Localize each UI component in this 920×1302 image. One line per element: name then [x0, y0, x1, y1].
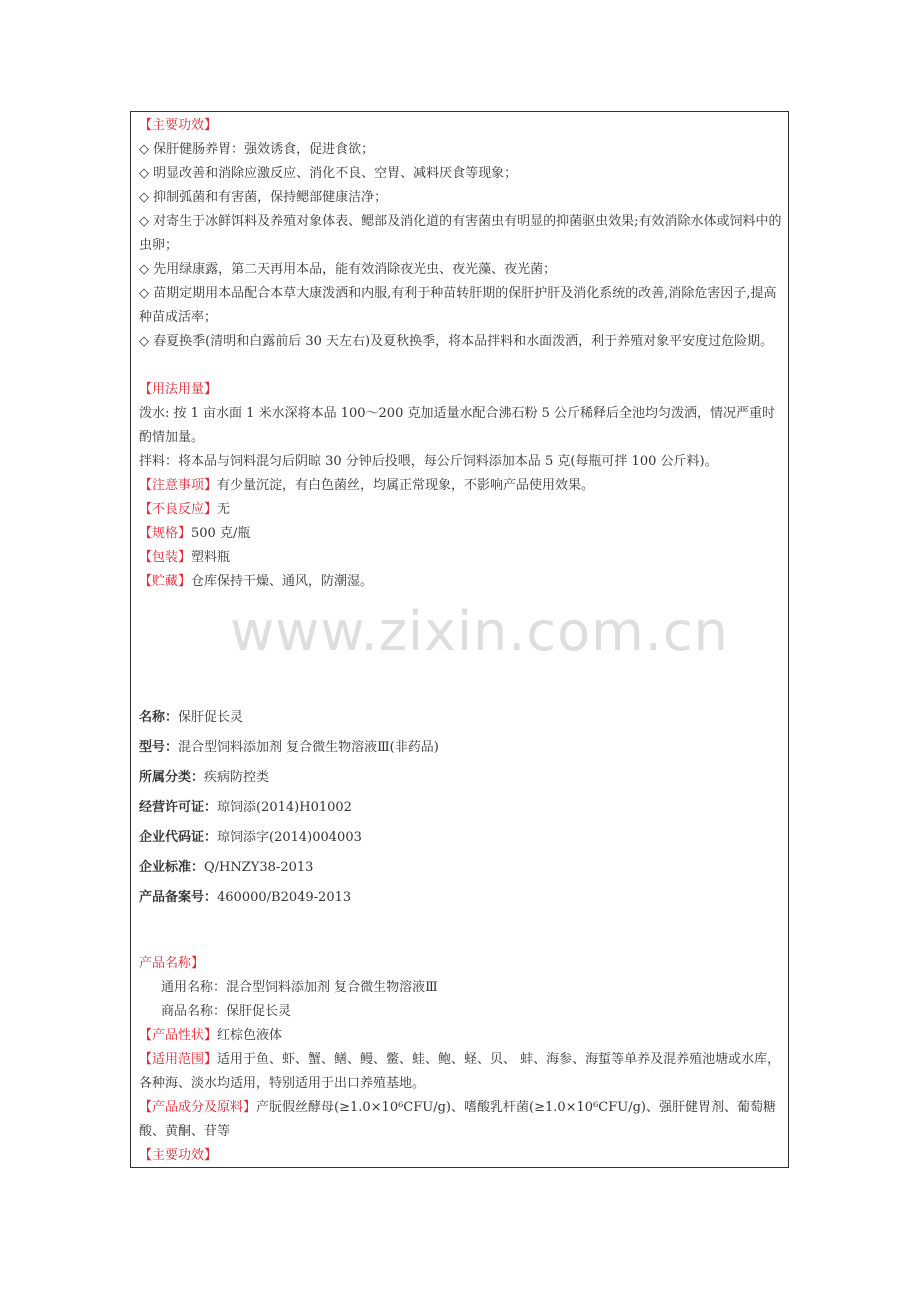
usage-heading: 【用法用量】: [139, 382, 218, 397]
scope-text: 适用于鱼、虾、蟹、鳝、鳗、鳖、蛙、鲍、蛏、贝、 蚌、海参、海蜇等单养及混养殖池塘或水库，各种海、淡水均适用，特别适用于出口养殖基地。: [139, 1052, 781, 1091]
info-model: 型号：混合型饲料添加剂 复合微生物溶液Ⅲ(非药品): [139, 740, 439, 755]
package-label: 【包装】: [139, 550, 192, 565]
adverse-text: 无: [217, 502, 231, 517]
notes-row: [139, 478, 594, 494]
spec-text: 500 克/瓶: [191, 526, 251, 541]
storage-text: 仓库保持干燥、通风，防潮湿。: [191, 574, 374, 589]
effect-item: ◇ 保肝健肠养胃：强效诱食，促进食欲；: [139, 142, 375, 157]
effect-item: ◇ 苗期定期用本品配合本草大康泼洒和内服,有利于种苗转肝期的保肝护肝及消化系统的改善,消除危害因子,提高种苗成活率；: [139, 286, 777, 325]
ingredients-label: 【产品成分及原料】: [139, 1100, 257, 1115]
appearance-row: [139, 1028, 282, 1044]
scope-label: 【适用范围】: [139, 1052, 218, 1067]
effect-item: ◇ 春夏换季(清明和白露前后 30 天左右)及夏秋换季，将本品拌料和水面泼洒，利于养殖对象平安度过危险期。: [139, 334, 774, 349]
storage-row: [139, 574, 373, 590]
info-name: 名称：保肝促长灵: [139, 710, 244, 725]
usage-mix: 拌料：将本品与饲料混匀后阴晾 30 分钟后投喂，每公斤饲料添加本品 5 克(每瓶可拌 100 公斤料)。: [139, 454, 718, 469]
package-text: 塑料瓶: [191, 550, 231, 565]
spec-row: [139, 526, 250, 542]
watermark: www.zixin.com.cn: [230, 600, 729, 663]
info-enterprise-code: 企业代码证：琼饲添字(2014)004003: [139, 830, 362, 845]
info-filing-number: 产品备案号：460000/B2049-2013: [139, 890, 352, 905]
scope-row: [139, 1048, 785, 1096]
info-license: 经营许可证：琼饲添(2014)H01002: [139, 800, 352, 815]
effect-item: ◇ 先用绿康露，第二天再用本品，能有效消除夜光虫、夜光藻、夜光菌；: [139, 262, 557, 277]
adverse-row: [139, 502, 230, 518]
ingredients-text: 产朊假丝酵母(≥1.0×10⁶CFU/g)、嗜酸乳杆菌(≥1.0×10⁶CFU/g)、强肝健胃剂、葡萄糖酸、黄酮、苷等: [139, 1100, 776, 1139]
effect-item: ◇ 对寄生于冰鲜饵料及养殖对象体表、鳃部及消化道的有害菌虫有明显的抑菌驱虫效果;有效消除水体或饲料中的虫卵；: [139, 214, 782, 253]
main-effects-heading: 【主要功效】: [139, 118, 218, 133]
effect-item: ◇ 抑制弧菌和有害菌，保持鳃部健康洁净；: [139, 190, 388, 205]
spec-label: 【规格】: [139, 526, 192, 541]
appearance-text: 红棕色液体: [217, 1028, 283, 1043]
common-name: 通用名称：混合型饲料添加剂 复合微生物溶液Ⅲ: [161, 980, 438, 995]
appearance-label: 【产品性状】: [139, 1028, 218, 1043]
notes-label: 【注意事项】: [139, 478, 218, 493]
effect-item: ◇ 明显改善和消除应激反应、消化不良、空胃、减料厌食等现象；: [139, 166, 518, 181]
info-standard: 企业标准：Q/HNZY38-2013: [139, 860, 314, 875]
usage-spray: 泼水: 按 1 亩水面 1 米水深将本品 100～200 克加适量水配合沸石粉 5 公斤稀释后全池均匀泼洒，情况严重时酌情加量。: [139, 406, 776, 445]
package-row: [139, 550, 230, 566]
main-effects-heading-2: 【主要功效】: [139, 1148, 218, 1163]
product-name-heading: 产品名称】: [139, 956, 205, 971]
ingredients-row: [139, 1096, 785, 1144]
storage-label: 【贮藏】: [139, 574, 192, 589]
info-category: 所属分类：疾病防控类: [139, 770, 270, 785]
trade-name: 商品名称：保肝促长灵: [161, 1004, 292, 1019]
notes-text: 有少量沉淀，有白色菌丝，均属正常现象，不影响产品使用效果。: [217, 478, 595, 493]
adverse-label: 【不良反应】: [139, 502, 218, 517]
